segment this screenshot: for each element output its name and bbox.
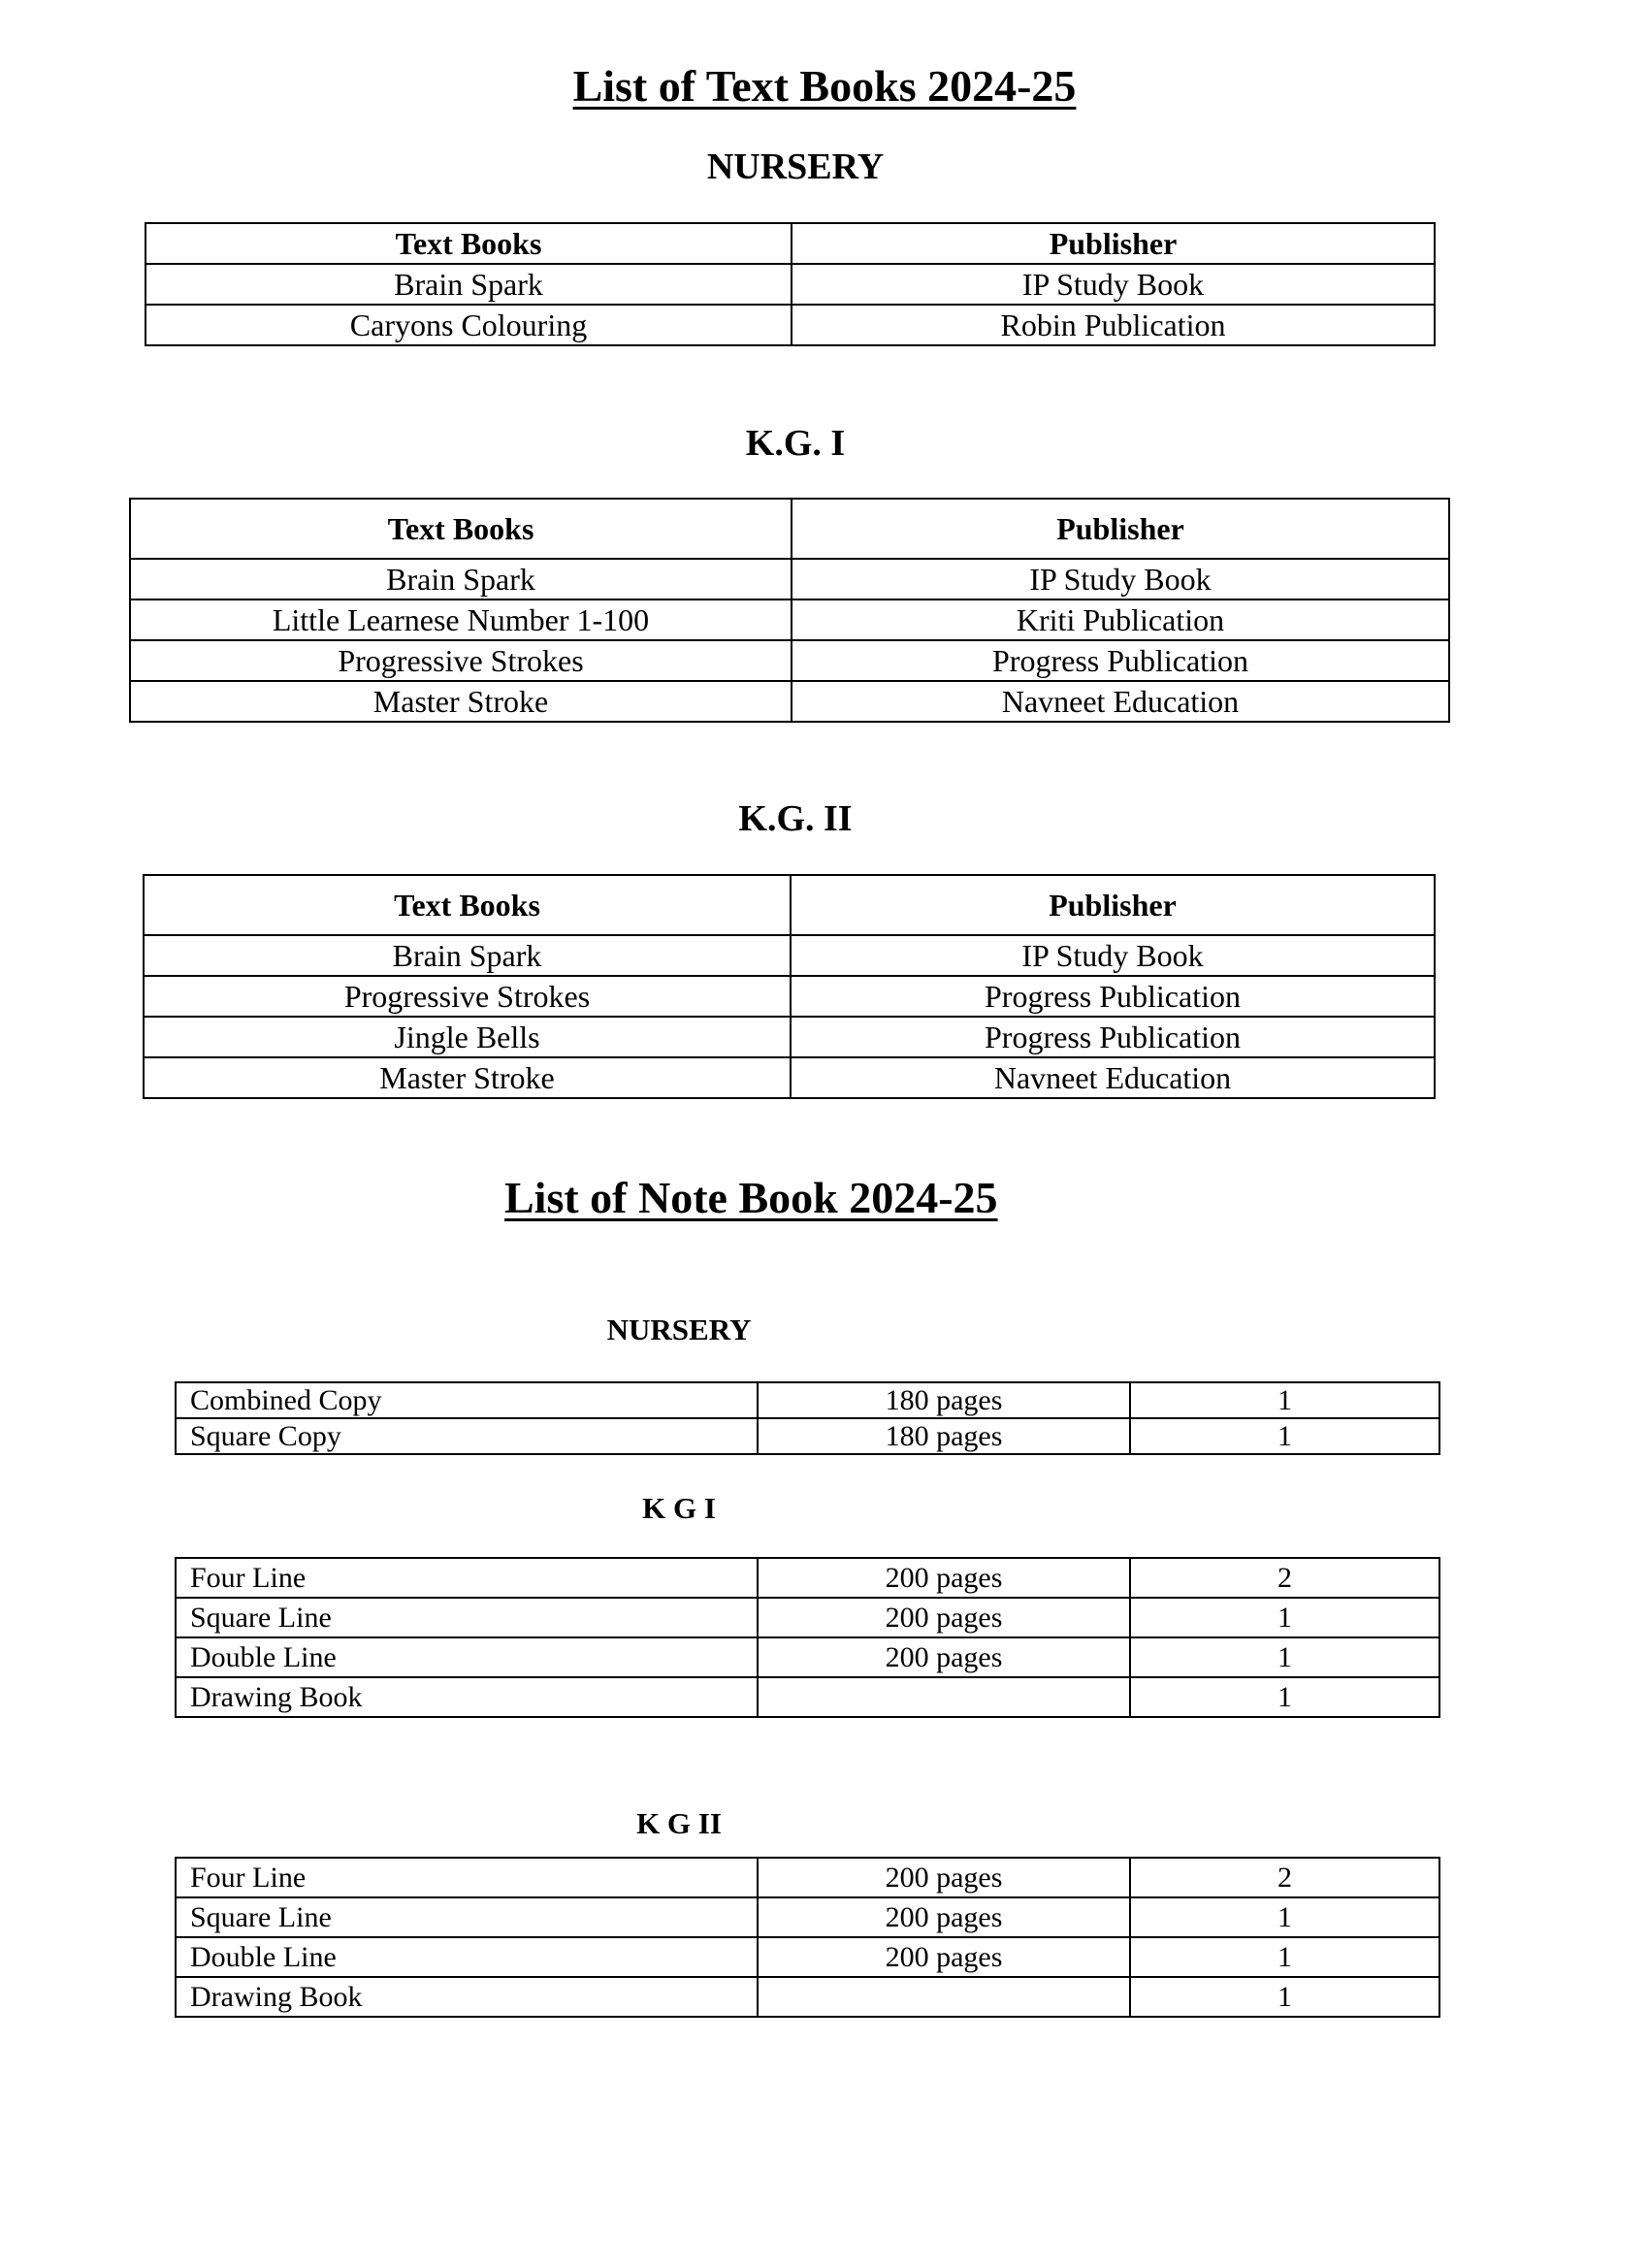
text-books-kg1-heading: K.G. I (745, 423, 846, 464)
table-row (176, 1382, 1439, 1418)
table-row (176, 1677, 1439, 1717)
pages-cell (758, 1977, 1130, 2017)
book-cell: Brain Spark (146, 264, 792, 305)
table-row (144, 1017, 1435, 1057)
pages-cell: 200 pages (758, 1937, 1130, 1977)
note-books-kg1-table (175, 1557, 1440, 1718)
notebook-item-cell: Four Line (176, 1558, 758, 1598)
notebook-item-cell: Drawing Book (176, 1977, 758, 2017)
note-books-title: List of Note Book 2024-25 (504, 1173, 998, 1222)
quantity-cell: 1 (1130, 1897, 1439, 1937)
book-cell: Progressive Strokes (144, 976, 791, 1017)
table-header-row (146, 223, 1435, 264)
table-row (130, 640, 1449, 681)
publisher-cell: IP Study Book (792, 264, 1435, 305)
quantity-cell: 1 (1130, 1418, 1439, 1454)
quantity-cell: 1 (1130, 1937, 1439, 1977)
book-cell: Progressive Strokes (130, 640, 792, 681)
publisher-cell: Kriti Publication (792, 599, 1449, 640)
quantity-cell: 1 (1130, 1637, 1439, 1677)
table-row (176, 1418, 1439, 1454)
notebook-item-cell: Combined Copy (176, 1382, 758, 1418)
column-header-publisher: Publisher (791, 875, 1435, 935)
table-row (176, 1977, 1439, 2017)
table-row (144, 1057, 1435, 1098)
book-cell: Little Learnese Number 1-100 (130, 599, 792, 640)
quantity-cell: 2 (1130, 1858, 1439, 1897)
note-books-kg2-table (175, 1857, 1440, 2018)
book-cell: Master Stroke (144, 1057, 791, 1098)
notebook-item-cell: Double Line (176, 1937, 758, 1977)
table-row (176, 1598, 1439, 1637)
notebook-item-cell: Square Copy (176, 1418, 758, 1454)
notebook-item-cell: Four Line (176, 1858, 758, 1897)
table-row (176, 1637, 1439, 1677)
table-row (146, 264, 1435, 305)
publisher-cell: IP Study Book (791, 935, 1435, 976)
publisher-cell: Progress Publication (792, 640, 1449, 681)
text-books-kg2-heading: K.G. II (738, 798, 853, 839)
column-header-text-books: Text Books (146, 223, 792, 264)
table-header-row (130, 499, 1449, 559)
publisher-cell: Progress Publication (791, 976, 1435, 1017)
notebook-item-cell: Square Line (176, 1598, 758, 1637)
book-cell: Master Stroke (130, 681, 792, 722)
pages-cell: 200 pages (758, 1897, 1130, 1937)
table-row (176, 1937, 1439, 1977)
column-header-publisher: Publisher (792, 223, 1435, 264)
quantity-cell: 1 (1130, 1977, 1439, 2017)
quantity-cell: 1 (1130, 1598, 1439, 1637)
table-row (176, 1558, 1439, 1598)
notebook-item-cell: Drawing Book (176, 1677, 758, 1717)
publisher-cell: Progress Publication (791, 1017, 1435, 1057)
table-header-row (144, 875, 1435, 935)
column-header-text-books: Text Books (130, 499, 792, 559)
publisher-cell: Robin Publication (792, 305, 1435, 345)
pages-cell: 200 pages (758, 1637, 1130, 1677)
text-books-title: List of Text Books 2024-25 (572, 61, 1077, 111)
note-books-nursery-heading: NURSERY (606, 1312, 752, 1346)
pages-cell (758, 1677, 1130, 1717)
text-books-kg1-table (129, 498, 1450, 723)
publisher-cell: IP Study Book (792, 559, 1449, 599)
note-books-nursery-table (175, 1381, 1440, 1455)
text-books-nursery-table (145, 222, 1436, 346)
quantity-cell: 1 (1130, 1677, 1439, 1717)
note-books-kg1-heading: K G I (642, 1491, 716, 1525)
book-cell: Caryons Colouring (146, 305, 792, 345)
table-row (144, 976, 1435, 1017)
book-cell: Jingle Bells (144, 1017, 791, 1057)
pages-cell: 180 pages (758, 1382, 1130, 1418)
text-books-nursery-heading: NURSERY (706, 146, 885, 187)
book-cell: Brain Spark (144, 935, 791, 976)
book-cell: Brain Spark (130, 559, 792, 599)
publisher-cell: Navneet Education (791, 1057, 1435, 1098)
notebook-item-cell: Double Line (176, 1637, 758, 1677)
text-books-kg2-table (143, 874, 1436, 1099)
note-books-kg2-heading: K G II (636, 1806, 722, 1840)
table-row (130, 559, 1449, 599)
table-row (176, 1858, 1439, 1897)
quantity-cell: 2 (1130, 1558, 1439, 1598)
quantity-cell: 1 (1130, 1382, 1439, 1418)
table-row (130, 681, 1449, 722)
table-row (144, 935, 1435, 976)
notebook-item-cell: Square Line (176, 1897, 758, 1937)
column-header-publisher: Publisher (792, 499, 1449, 559)
pages-cell: 200 pages (758, 1858, 1130, 1897)
table-row (176, 1897, 1439, 1937)
column-header-text-books: Text Books (144, 875, 791, 935)
pages-cell: 200 pages (758, 1558, 1130, 1598)
table-row (146, 305, 1435, 345)
pages-cell: 200 pages (758, 1598, 1130, 1637)
pages-cell: 180 pages (758, 1418, 1130, 1454)
table-row (130, 599, 1449, 640)
publisher-cell: Navneet Education (792, 681, 1449, 722)
